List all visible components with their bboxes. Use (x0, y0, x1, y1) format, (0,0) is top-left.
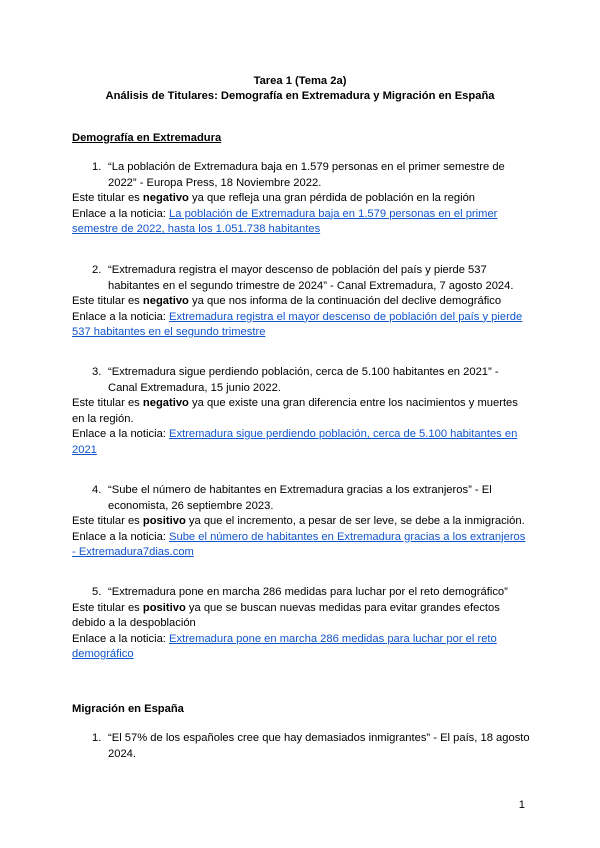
verdict-text: ya que se buscan nuevas medidas para evitar grandes efectos (185, 601, 500, 614)
link-line-2 (72, 325, 532, 341)
verdict-word: negativo (142, 397, 189, 409)
page-number: 1 (518, 799, 525, 811)
link-line (72, 530, 532, 546)
verdict-prefix: Este titular es (72, 192, 143, 204)
list-item (72, 365, 532, 458)
link-label: Enlace a la noticia: (72, 428, 170, 440)
headline-line: habitantes en el segundo trimestre de 2024” - Canal Extremadura, 7 agosto 2024. (108, 279, 514, 292)
verdict-line (72, 396, 532, 412)
headline-line: “Extremadura registra el mayor descenso de población del país y pierde 537 (108, 264, 487, 276)
news-link-cont[interactable]: - Extremadura7dias.com (72, 546, 194, 558)
verdict-text: ya que nos informa de la continuación del declive demográfico (188, 295, 502, 307)
doc-subtitle: Análisis de Titulares: Demografía en Extremadura y Migración en España (105, 90, 495, 102)
news-link[interactable]: Sube el número de habitantes en Extremadura gracias a los extranjeros (169, 530, 526, 543)
link-label: Enlace a la noticia: (72, 632, 170, 645)
link-line (72, 310, 532, 326)
link-line (72, 632, 532, 648)
headline-line: “El 57% de los españoles cree que hay demasiados inmigrantes” - El país, 18 agosto (108, 732, 530, 744)
headline-line: 2024. (108, 747, 136, 760)
headline-line: “La población de Extremadura baja en 1.579 personas en el primer semestre de (108, 161, 505, 173)
verdict-line (72, 514, 532, 530)
item-number: 1. (92, 161, 102, 173)
verdict-word: positivo (142, 515, 186, 527)
item-number: 4. (92, 484, 102, 496)
section-heading-migracion: Migración en España (72, 703, 184, 715)
link-line-2 (72, 545, 532, 561)
doc-title: Tarea 1 (Tema 2a) (253, 75, 347, 87)
headline-line: Canal Extremadura, 15 junio 2022. (108, 381, 281, 394)
verdict-line-2: debido a la despoblación (72, 617, 196, 629)
verdict-prefix: Este titular es (72, 295, 143, 307)
list-item (72, 483, 532, 561)
news-link[interactable]: Extremadura pone en marcha 286 medidas para luchar por el reto (169, 632, 497, 645)
link-label: Enlace a la noticia: (72, 207, 170, 220)
news-link[interactable]: Extremadura registra el mayor descenso de población del país y pierde (169, 310, 523, 323)
verdict-word: positivo (142, 601, 186, 614)
verdict-word: negativo (142, 295, 189, 307)
headline-line: “Extremadura sigue perdiendo población, cerca de 5.100 habitantes en 2021” - (108, 366, 499, 378)
headline-line: “Sube el número de habitantes en Extremadura gracias a los extranjeros” - El (108, 484, 492, 496)
verdict-prefix: Este titular es (72, 515, 143, 527)
link-line (72, 207, 532, 223)
verdict-text: ya que el incremento, a pesar de ser leve, se debe a la inmigración. (185, 515, 525, 527)
headline (72, 731, 532, 762)
item-number: 3. (92, 366, 102, 378)
item-number: 1. (92, 732, 102, 744)
headline (72, 263, 532, 294)
news-link-cont[interactable]: 2021 (72, 443, 97, 456)
verdict-text: ya que existe una gran diferencia entre los nacimientos y muertes (188, 397, 518, 409)
headline-line: “Extremadura pone en marcha 286 medidas para luchar por el reto demográfico” (108, 586, 508, 598)
news-link-cont[interactable]: demográfico (72, 648, 134, 660)
news-link-cont[interactable]: semestre de 2022, hasta los 1.051.738 habitantes (72, 223, 321, 235)
headline-line: economista, 26 septiembre 2023. (108, 499, 274, 512)
verdict-line-2: en la región. (72, 412, 134, 425)
news-link[interactable]: Extremadura sigue perdiendo población, cerca de 5.100 habitantes en (169, 428, 518, 440)
item-number: 2. (92, 264, 102, 276)
section-heading-text: Demografía en Extremadura (72, 132, 222, 144)
list-item (72, 731, 532, 762)
news-link-cont[interactable]: 537 habitantes en el segundo trimestre (72, 326, 266, 338)
link-label: Enlace a la noticia: (72, 530, 170, 543)
verdict-line (72, 191, 532, 207)
verdict-prefix: Este titular es (72, 601, 143, 614)
verdict-word: negativo (142, 192, 189, 204)
headline (72, 365, 532, 396)
link-label: Enlace a la noticia: (72, 310, 170, 323)
headline (72, 483, 532, 514)
link-line-2 (72, 443, 532, 459)
headline-line: 2022” - Europa Press, 18 Noviembre 2022. (108, 176, 322, 189)
link-line (72, 427, 532, 443)
verdict-prefix: Este titular es (72, 397, 143, 409)
list-item (72, 160, 532, 238)
item-number: 5. (92, 586, 102, 598)
headline (72, 585, 532, 601)
verdict-line (72, 294, 532, 310)
verdict-text: ya que refleja una gran pérdida de población en la región (188, 192, 476, 204)
verdict-line (72, 601, 532, 617)
link-line-2 (72, 222, 532, 238)
section-heading-demografia (72, 132, 221, 144)
headline (72, 160, 532, 191)
link-line-2 (72, 647, 532, 663)
news-link[interactable]: La población de Extremadura baja en 1.579 personas en el primer (169, 207, 498, 220)
list-item (72, 263, 532, 341)
list-item (72, 585, 532, 663)
